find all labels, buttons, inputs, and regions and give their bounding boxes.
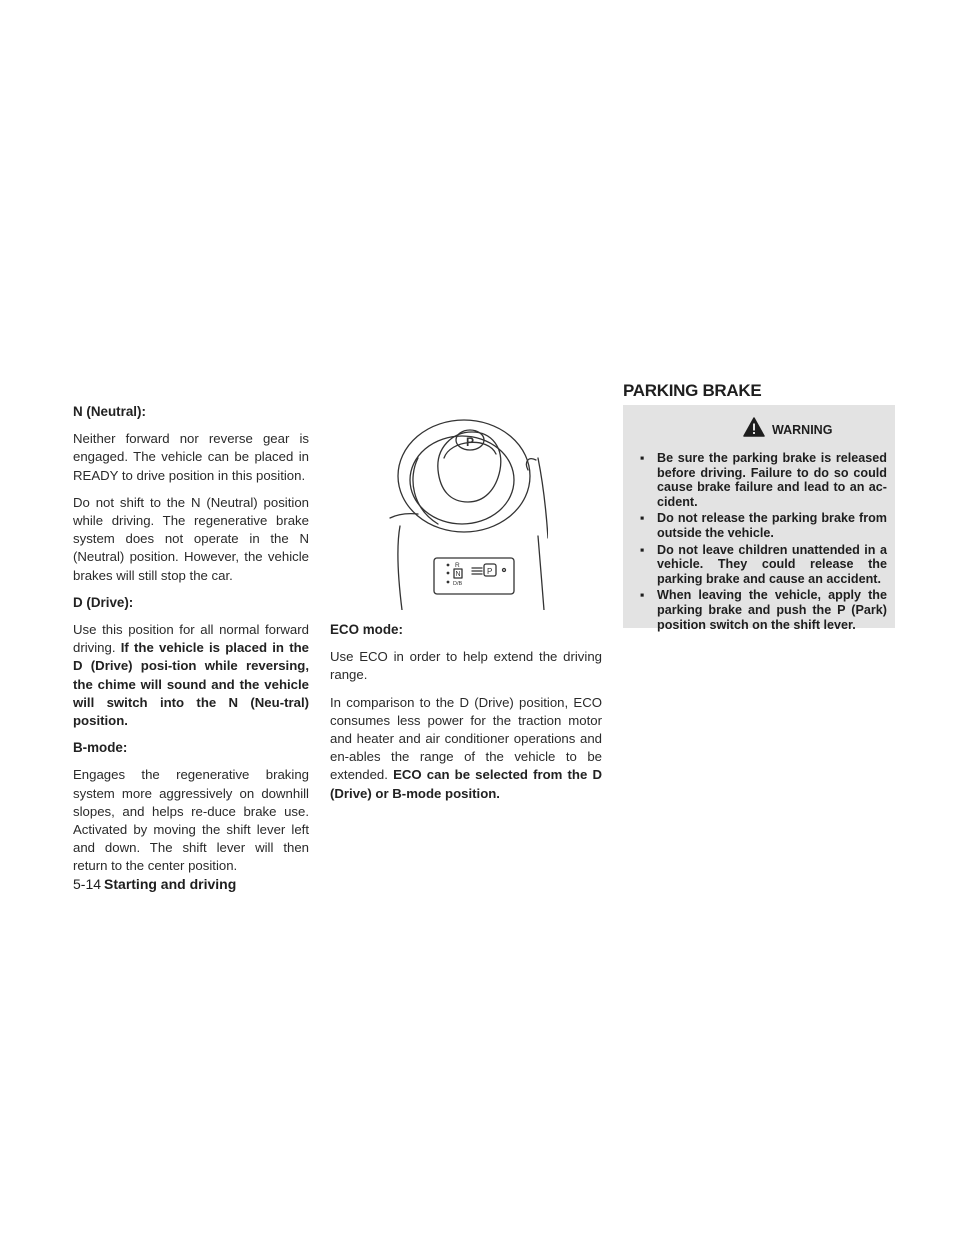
knob-label: P	[466, 435, 475, 449]
drive-paragraph	[73, 621, 309, 730]
warning-item: ▪ Be sure the parking brake is released before driving. Failure to do so could cause brake failure and lead to an ac-cident.	[640, 451, 887, 509]
drive-heading: D (Drive):	[73, 594, 134, 610]
bmode-heading: B-mode:	[73, 740, 128, 756]
indicator-p: P	[487, 567, 493, 576]
indicator-n: N	[455, 571, 461, 578]
bmode-paragraph: Engages the regenerative braking system more aggressively on downhill slopes, and helps re-duce brake use. Activated by moving the shift lever left and down. The shift lever will then return to the center position.	[73, 767, 309, 874]
bullet-icon: ▪	[640, 588, 645, 603]
warning-icon	[743, 417, 765, 437]
drive-paragraph-bold: If the vehicle is placed in the D (Drive) posi-tion while reversing, the chime will sound and the vehicle will switch into the N (Neu-tral) position.	[73, 640, 309, 729]
drive-paragraph-normal: Use this position for all normal forward driving.	[73, 622, 309, 656]
column-left	[73, 403, 309, 885]
warning-box	[623, 405, 895, 632]
neutral-paragraph-1: Neither forward nor reverse gear is engaged. The vehicle can be placed in READY to drive position in this position.	[73, 431, 309, 483]
section-title-parking-brake: PARKING BRAKE	[623, 381, 762, 400]
page-number: 5-14	[73, 876, 102, 892]
bullet-icon: ▪	[640, 451, 645, 465]
neutral-paragraph-2: Do not shift to the N (Neutral) position while driving. The regenerative brake system does not operate in the N (Neutral) position. However, the vehicle brakes will still stop the car.	[73, 494, 309, 583]
page-footer	[73, 876, 236, 892]
eco-paragraph-bold: ECO can be selected from the D (Drive) or B-mode position.	[330, 767, 602, 801]
bullet-icon: ▪	[640, 542, 645, 557]
eco-paragraph-2	[330, 694, 602, 803]
warning-item: ▪ Do not release the parking brake from outside the vehicle.	[640, 511, 887, 540]
bullet-icon: ▪	[640, 511, 645, 526]
neutral-heading: N (Neutral):	[73, 404, 146, 419]
warning-label: WARNING	[772, 423, 833, 437]
eco-heading: ECO mode:	[330, 622, 403, 637]
column-middle	[330, 621, 602, 812]
eco-paragraph-normal: In comparison to the D (Drive) position, ECO consumes less power for the traction motor and heater and air conditioner operations and en-ables the range of the vehicle to be extended.	[330, 694, 602, 783]
indicator-db: D/B	[453, 581, 463, 587]
warning-item: ▪ Do not leave children unattended in a vehicle. They could release the parking brake and cause an accident.	[640, 542, 887, 586]
warning-item: ▪ When leaving the vehicle, apply the parking brake and push the P (Park) position switch on the shift lever.	[640, 588, 887, 632]
chapter-title: Starting and driving	[104, 876, 237, 892]
eco-paragraph-1: Use ECO in order to help extend the driving range.	[330, 649, 602, 683]
indicator-r: R	[455, 562, 460, 569]
shift-lever-illustration	[388, 418, 548, 610]
warning-header	[635, 417, 887, 451]
warning-list	[635, 451, 887, 632]
